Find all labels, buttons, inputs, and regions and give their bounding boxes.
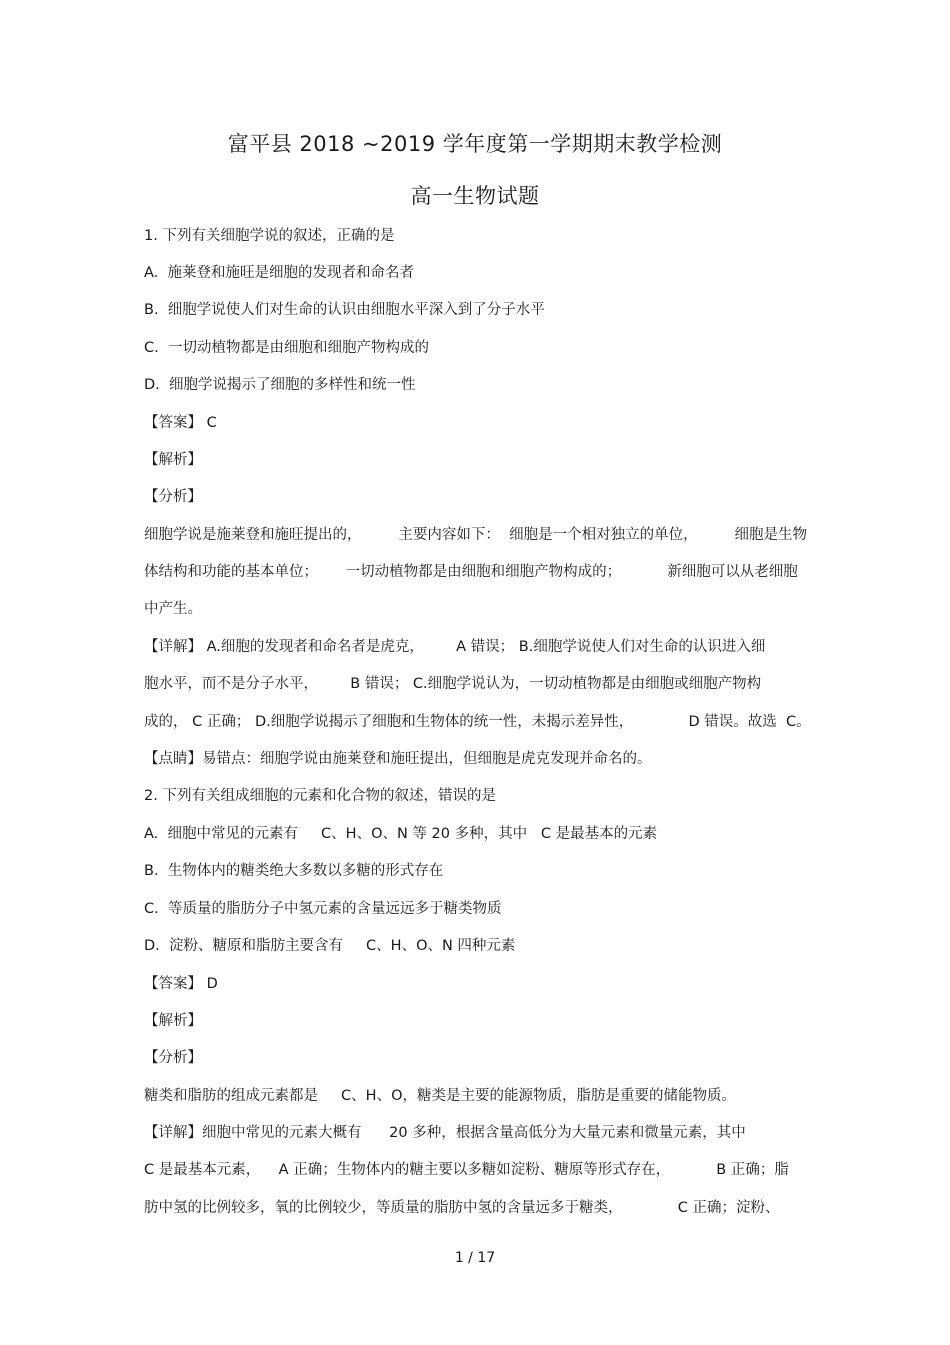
question-1-option-d: D. 细胞学说揭示了细胞的多样性和统一性 [144,377,416,393]
question-2-explanation-heading: 【解析】 [144,1013,202,1029]
question-2-detail-line: C 是最基本元素， A 正确；生物体内的糖主要以多糖如淀粉、糖原等形式存在， B 正确；脂 [144,1162,789,1178]
question-1-stem: 1. 下列有关细胞学说的叙述，正确的是 [144,228,395,244]
document-subtitle: 高一生物试题 [410,184,540,208]
question-1-analysis-heading: 【分析】 [144,489,202,505]
question-1-detail-line: 成的， C 正确； D.细胞学说揭示了细胞和生物体的统一性，未揭示差异性， D 错误。故选 C。 [144,714,811,730]
question-2-detail-line: 【详解】细胞中常见的元素大概有 20 多种，根据含量高低分为大量元素和微量元素，其中 [144,1125,746,1141]
question-2-detail-line: 肪中氢的比例较多，氧的比例较少，等质量的脂肪中氢的含量远多于糖类， C 正确；淀粉、 [144,1200,780,1216]
question-1-key-point: 【点睛】易错点：细胞学说由施莱登和施旺提出，但细胞是虎克发现并命名的。 [144,751,652,767]
question-1-detail-line: 胞水平，而不是分子水平， B 错误； C.细胞学说认为，一切动植物都是由细胞或细胞产物构 [144,676,762,692]
question-1-option-b: B. 细胞学说使人们对生命的认识由细胞水平深入到了分子水平 [144,302,545,318]
question-2-option-d: D. 淀粉、糖原和脂肪主要含有 C、H、O、N 四种元素 [144,938,516,954]
question-1-detail-line: 【详解】 A.细胞的发现者和命名者是虎克， A 错误； B.细胞学说使人们对生命的认识进入细 [144,639,766,655]
question-2-option-c: C. 等质量的脂肪分子中氢元素的含量远远多于糖类物质 [144,901,502,917]
question-2-option-b: B. 生物体内的糖类绝大多数以多糖的形式存在 [144,863,444,879]
question-2-option-a: A. 细胞中常见的元素有 C、H、O、N 等 20 多种，其中 C 是最基本的元素 [144,826,658,842]
question-1-option-a: A. 施莱登和施旺是细胞的发现者和命名者 [144,265,414,281]
question-1-answer: 【答案】 C [144,415,217,431]
question-1-analysis-line: 体结构和功能的基本单位； 一切动植物都是由细胞和细胞产物构成的； 新细胞可以从老细胞 [144,564,798,580]
question-2-analysis-line: 糖类和脂肪的组成元素都是 C、H、O，糖类是主要的能源物质，脂肪是重要的储能物质。 [144,1088,736,1104]
question-1-explanation-heading: 【解析】 [144,452,202,468]
question-1-option-c: C. 一切动植物都是由细胞和细胞产物构成的 [144,340,429,356]
page-number: 1 / 17 [454,1250,496,1266]
question-2-stem: 2. 下列有关组成细胞的元素和化合物的叙述，错误的是 [144,788,496,804]
question-1-analysis-line: 细胞学说是施莱登和施旺提出的， 主要内容如下： 细胞是一个相对独立的单位， 细胞是生物 [144,527,807,543]
question-1-analysis-line: 中产生。 [144,601,202,617]
document-title: 富平县 2018 ~2019 学年度第一学期期末教学检测 [227,132,723,156]
question-2-answer: 【答案】 D [144,976,218,992]
question-2-analysis-heading: 【分析】 [144,1050,202,1066]
